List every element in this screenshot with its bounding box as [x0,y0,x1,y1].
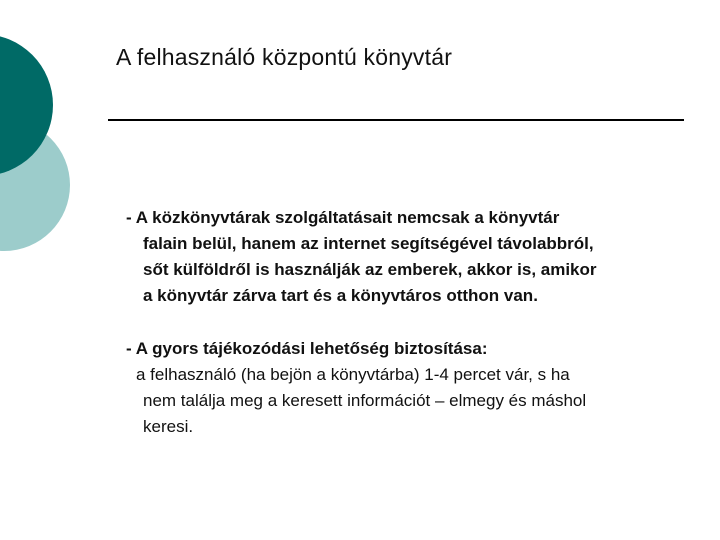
paragraph-quick-orientation [126,336,686,440]
title-divider [108,119,684,121]
paragraph-line: falain belül, hanem az internet segítségével távolabbról, [143,234,594,253]
paragraph-line: keresi. [143,417,194,436]
slide-title: A felhasználó központú könyvtár [116,44,453,70]
paragraph-line: nem találja meg a keresett információt – elmegy és máshol [143,391,587,410]
paragraph-line: a felhasználó (ha bejön a könyvtárba) 1-4 percet vár, s ha [136,365,570,384]
decorative-circles [0,0,110,300]
paragraph-line: sőt külföldről is használják az emberek, akkor is, amikor [143,260,597,279]
paragraph-heading: - A gyors tájékozódási lehetőség biztosítása: [126,339,488,358]
paragraph-line: a könyvtár zárva tart és a könyvtáros otthon van. [143,286,538,305]
paragraph-remote-access [126,205,686,309]
paragraph-line: - A közkönyvtárak szolgáltatásait nemcsak a könyvtár [126,208,560,227]
